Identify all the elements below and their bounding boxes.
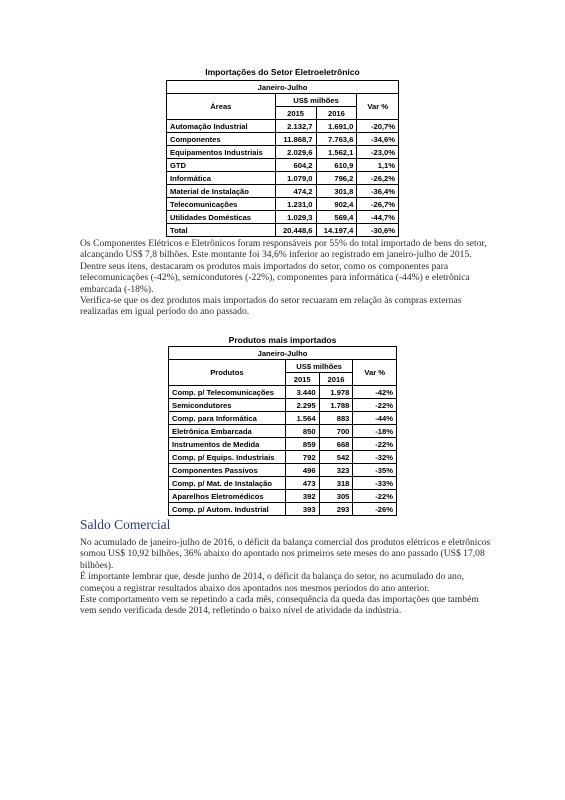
col-year-2016: 2016 — [319, 373, 353, 386]
value-2015: 1.564 — [285, 412, 319, 425]
paragraph: Os Componentes Elétricos e Eletrônicos foram responsáveis por 55% do total importado de bens do setor, alcançando US$ 7,8 bilhões. Este montante foi 34,6% inferior ao registrado em janeiro-julho de 2015. — [80, 238, 487, 261]
table-row — [167, 146, 399, 159]
imports-by-area-table — [166, 80, 399, 237]
table-row — [167, 211, 399, 224]
row-label: Automação Industrial — [167, 120, 276, 133]
col-year-2015: 2015 — [275, 107, 316, 120]
variation: 1,1% — [357, 159, 399, 172]
table-row — [169, 451, 397, 464]
value-2016: 301,8 — [316, 185, 357, 198]
value-2015: 473 — [285, 477, 319, 490]
row-label: Comp. para Informática — [169, 412, 286, 425]
value-2015: 1.079,0 — [275, 172, 316, 185]
row-label: GTD — [167, 159, 276, 172]
value-2016: 569,4 — [316, 211, 357, 224]
variation: -20,7% — [357, 120, 399, 133]
variation: -36,4% — [357, 185, 399, 198]
row-label: Componentes — [167, 133, 276, 146]
table-row — [169, 399, 397, 412]
value-2015: 1.231,0 — [275, 198, 316, 211]
col-year-2015: 2015 — [285, 373, 319, 386]
variation: -33% — [353, 477, 397, 490]
table-row — [167, 133, 399, 146]
value-2015: 1.029,3 — [275, 211, 316, 224]
variation: -22% — [353, 399, 397, 412]
col-unit: US$ milhões — [275, 94, 357, 107]
value-2016: 305 — [319, 490, 353, 503]
table-row — [167, 159, 399, 172]
table2-period: Janeiro-Julho — [169, 347, 397, 360]
col-var: Var % — [353, 360, 397, 386]
col-var: Var % — [357, 94, 399, 120]
row-label: Utilidades Domésticas — [167, 211, 276, 224]
value-2015: 2.295 — [285, 399, 319, 412]
table-row — [167, 185, 399, 198]
row-label: Componentes Passivos — [169, 464, 286, 477]
value-2015: 3.440 — [285, 386, 319, 399]
value-2016: 700 — [319, 425, 353, 438]
value-2016: 610,9 — [316, 159, 357, 172]
table2-title: Produtos mais importados — [228, 335, 337, 345]
paragraph: Verifica-se que os dez produtos mais importados do setor recuaram em relação às compras externas realizadas em igual período do ano passado. — [80, 295, 462, 318]
value-2015: 604,2 — [275, 159, 316, 172]
value-2015: 20.448,6 — [275, 224, 316, 237]
table-row — [169, 503, 397, 516]
variation: -26,2% — [357, 172, 399, 185]
col-areas: Áreas — [167, 94, 276, 120]
row-label: Instrumentos de Medida — [169, 438, 286, 451]
value-2016: 1.978 — [319, 386, 353, 399]
row-label: Comp. p/ Telecomunicações — [169, 386, 286, 399]
col-unit: US$ milhões — [285, 360, 353, 373]
section-text — [80, 537, 492, 617]
table2-body — [169, 386, 397, 516]
paragraph: Dentre seus itens, destacaram os produtos mais importados do setor, como os componentes para telecomunicações (-42%), semicondutores (-22%), componentes para informática (-44%) e eletrônica embarcada (-18%). — [80, 260, 470, 295]
value-2015: 474,2 — [275, 185, 316, 198]
table1-period: Janeiro-Julho — [167, 81, 399, 94]
table1-title: Importações do Setor Eletroeletrônico — [205, 67, 360, 77]
table-row — [167, 172, 399, 185]
variation: -23,0% — [357, 146, 399, 159]
value-2016: 7.763,6 — [316, 133, 357, 146]
row-label: Telecomunicações — [167, 198, 276, 211]
value-2016: 1.562,1 — [316, 146, 357, 159]
table-row — [169, 425, 397, 438]
paragraph: Este comportamento vem se repetindo a cada mês, consequência da queda das importações que também vem sendo verificada desde 2014, refletindo o baixo nível de atividade da indústria. — [80, 594, 479, 617]
value-2015: 496 — [285, 464, 319, 477]
section-heading: Saldo Comercial — [80, 517, 171, 532]
row-label: Comp. p/ Autom. Industrial — [169, 503, 286, 516]
variation: -42% — [353, 386, 397, 399]
value-2016: 14.197,4 — [316, 224, 357, 237]
variation: -22% — [353, 438, 397, 451]
table-row — [169, 464, 397, 477]
value-2015: 11.868,7 — [275, 133, 316, 146]
table-row — [167, 198, 399, 211]
table-row — [169, 477, 397, 490]
variation: -34,6% — [357, 133, 399, 146]
value-2016: 318 — [319, 477, 353, 490]
row-label: Equipamentos Industriais — [167, 146, 276, 159]
variation: -22% — [353, 490, 397, 503]
variation: -32% — [353, 451, 397, 464]
variation: -35% — [353, 464, 397, 477]
value-2015: 2.132,7 — [275, 120, 316, 133]
table-row — [167, 224, 399, 237]
variation: -26% — [353, 503, 397, 516]
value-2016: 796,2 — [316, 172, 357, 185]
variation: -30,6% — [357, 224, 399, 237]
value-2016: 293 — [319, 503, 353, 516]
value-2015: 792 — [285, 451, 319, 464]
variation: -26,7% — [357, 198, 399, 211]
top-products-table — [168, 346, 397, 516]
value-2016: 323 — [319, 464, 353, 477]
row-label: Comp. p/ Equips. Industriais — [169, 451, 286, 464]
value-2016: 1.788 — [319, 399, 353, 412]
variation: -44,7% — [357, 211, 399, 224]
table-row — [169, 386, 397, 399]
table-row — [169, 490, 397, 503]
value-2016: 668 — [319, 438, 353, 451]
table-row — [169, 438, 397, 451]
row-label: Comp. p/ Mat. de Instalação — [169, 477, 286, 490]
table-row — [167, 120, 399, 133]
value-2016: 1.691,0 — [316, 120, 357, 133]
variation: -44% — [353, 412, 397, 425]
col-year-2016: 2016 — [316, 107, 357, 120]
value-2016: 902,4 — [316, 198, 357, 211]
value-2015: 393 — [285, 503, 319, 516]
row-label: Semicondutores — [169, 399, 286, 412]
col-products: Produtos — [169, 360, 286, 386]
row-label: Informática — [167, 172, 276, 185]
row-label: Material de Instalação — [167, 185, 276, 198]
paragraph: É importante lembrar que, desde junho de 2014, o déficit da balança do setor, no acumulado do ano, começou a registrar resultados abaixo dos apontados nos mesmos períodos do ano anterior. — [80, 571, 465, 594]
table-row — [169, 412, 397, 425]
row-label: Eletrônica Embarcada — [169, 425, 286, 438]
row-label: Aparelhos Eletromédicos — [169, 490, 286, 503]
intro-text — [80, 238, 492, 318]
value-2015: 850 — [285, 425, 319, 438]
value-2016: 883 — [319, 412, 353, 425]
value-2016: 542 — [319, 451, 353, 464]
variation: -18% — [353, 425, 397, 438]
value-2015: 392 — [285, 490, 319, 503]
value-2015: 859 — [285, 438, 319, 451]
value-2015: 2.029,6 — [275, 146, 316, 159]
row-label: Total — [167, 224, 276, 237]
paragraph: No acumulado de janeiro-julho de 2016, o déficit da balança comercial dos produtos elétricos e eletrônicos somou US$ 10,92 bilhões, 36% abaixo do apontado nos primeiros sete meses do ano passado (US$ 17,08 bilhões). — [80, 537, 491, 571]
table1-body — [167, 120, 399, 237]
